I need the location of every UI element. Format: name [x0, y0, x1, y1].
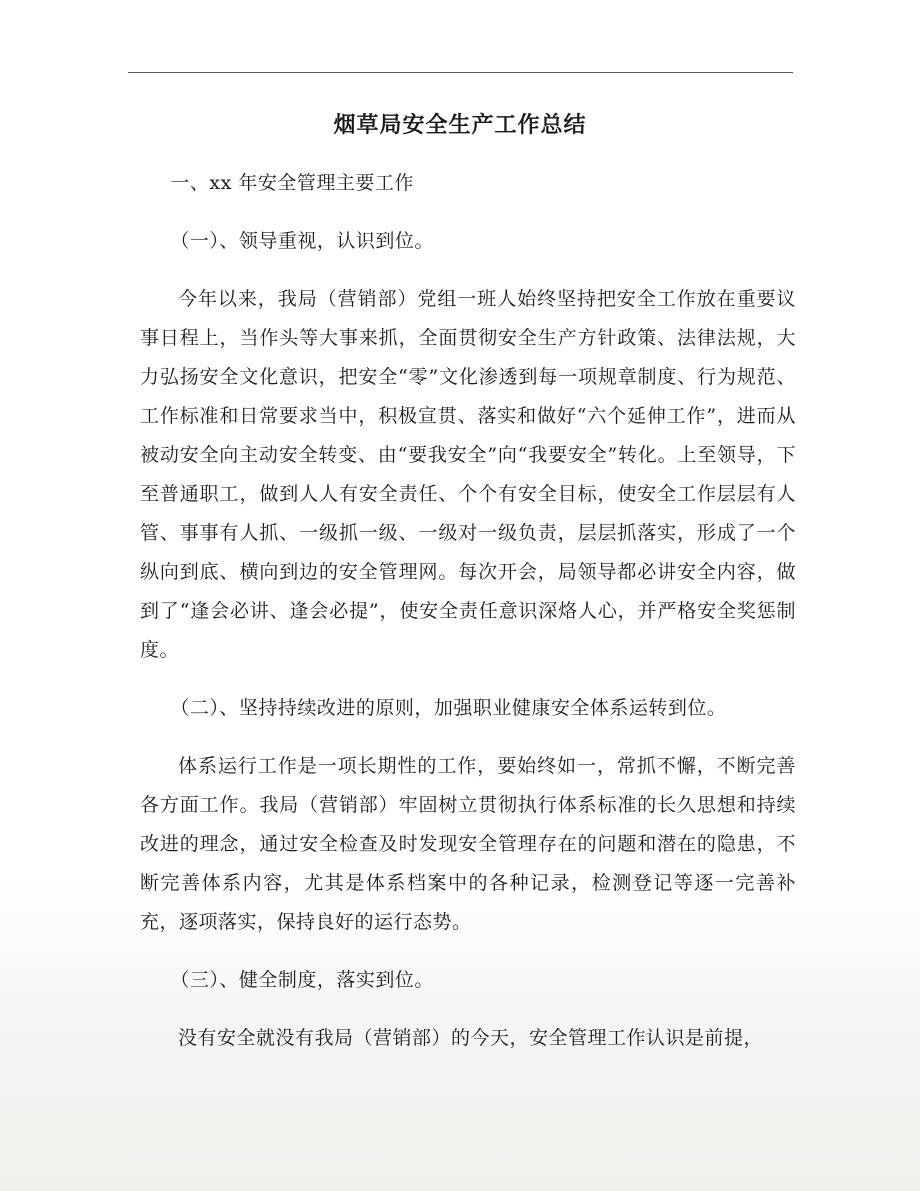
header-rule: [128, 72, 793, 73]
paragraph-3: 没有安全就没有我局（营销部）的今天，安全管理工作认识是前提，: [178, 1027, 764, 1049]
section-heading-1: 一、xx 年安全管理主要工作: [170, 172, 414, 194]
subsection-heading-2: （二）、坚持持续改进的原则，加强职业健康安全体系运转到位。: [170, 697, 727, 719]
document-body: [140, 164, 796, 1077]
document-title: 烟草局安全生产工作总结: [333, 113, 587, 138]
subsection-heading-1: （一）、领导重视，认识到位。: [170, 230, 434, 252]
paragraph-1: 今年以来，我局（营销部）党组一班人始终坚持把安全工作放在重要议事日程上，当作头等大事来抓，全面贯彻安全生产方针政策、法律法规，大力弘扬安全文化意识，把安全“零”文化渗透到每一项规章制度、行为规范、工作标准和日常要求当中，积极宣贯、落实和做好“六个延伸工作”，进而从被动安全向主动安全转变、由“要我安全”向“我要安全”转化。上至领导，下至普通职工，做到人人有安全责任、个个有安全目标，使安全工作层层有人管、事事有人抓、一级抓一级、一级对一级负责，层层抓落实，形成了一个纵向到底、横向到边的安全管理网。每次开会，局领导都必讲安全内容，做到了“逢会必讲、逢会必提”，使安全责任意识深烙人心，并严格安全奖惩制度。: [140, 288, 796, 661]
subsection-heading-3: （三）、健全制度，落实到位。: [170, 969, 434, 991]
paragraph-2: 体系运行工作是一项长期性的工作，要始终如一，常抓不懈，不断完善各方面工作。我局（营销部）牢固树立贯彻执行体系标准的长久思想和持续改进的理念，通过安全检查及时发现安全管理存在的问题和潜在的隐患，不断完善体系内容，尤其是体系档案中的各种记录，检测登记等逐一完善补充，逐项落实，保持良好的运行态势。: [140, 755, 796, 933]
